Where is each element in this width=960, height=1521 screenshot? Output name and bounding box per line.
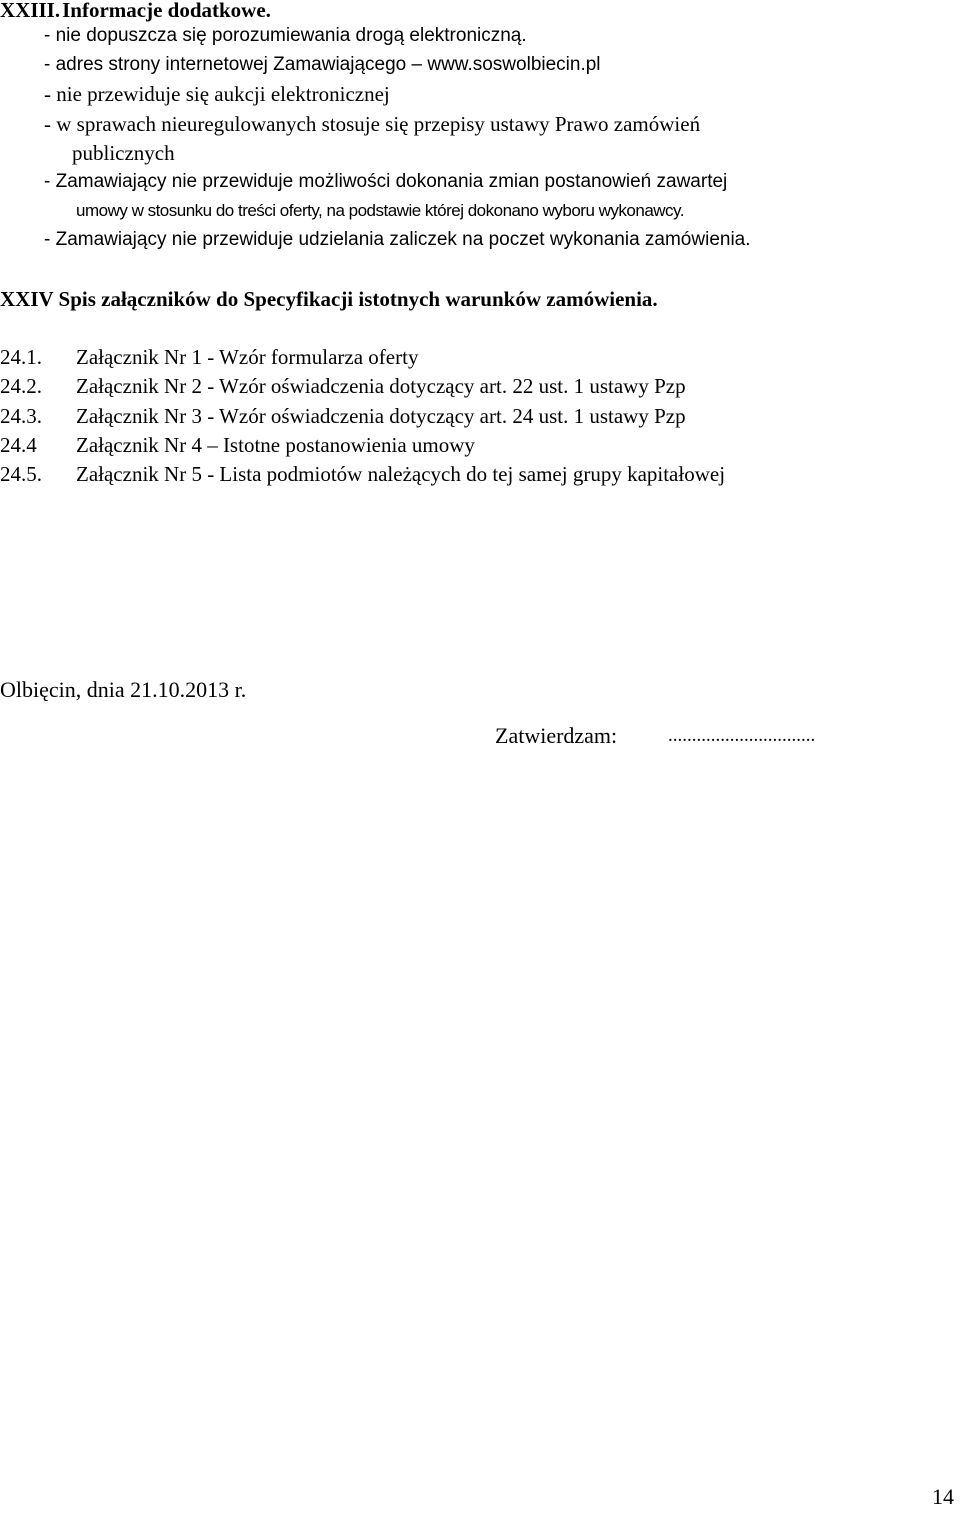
attachment-number: 24.3. — [0, 404, 42, 428]
signature-dots: ............................... — [668, 725, 816, 746]
attachment-item — [0, 343, 940, 371]
info-item-no-auction: - nie przewiduje się aukcji elektronicznej — [44, 82, 390, 106]
attachment-number: 24.1. — [0, 345, 42, 369]
page-number: 14 — [932, 1484, 954, 1509]
place-date: Olbięcin, dnia 21.10.2013 r. — [0, 677, 247, 702]
info-item-electronic-communication: - nie dopuszcza się porozumiewania drogą elektroniczną. — [44, 25, 527, 46]
attachment-number: 24.4 — [0, 433, 37, 457]
approval-label: Zatwierdzam: — [495, 723, 618, 748]
info-item-contract-changes-cont: umowy w stosunku do treści oferty, na podstawie której dokonano wyboru wykonawcy. — [76, 201, 685, 220]
attachment-number: 24.5. — [0, 462, 42, 486]
info-item-no-advances: - Zamawiający nie przewiduje udzielania zaliczek na poczet wykonania zamówienia. — [44, 229, 751, 250]
section-24-heading: XXIV Spis załączników do Specyfikacji istotnych warunków zamówienia. — [0, 287, 658, 311]
section-23-number: XXIII. — [0, 0, 61, 22]
info-item-contract-changes: - Zamawiający nie przewiduje możliwości dokonania zmian postanowień zawartej — [44, 171, 728, 192]
attachment-item — [0, 460, 940, 488]
attachment-text: Załącznik Nr 1 - Wzór formularza oferty — [76, 345, 419, 369]
attachment-text: Załącznik Nr 2 - Wzór oświadczenia dotyczący art. 22 ust. 1 ustawy Pzp — [76, 374, 686, 398]
attachment-number: 24.2. — [0, 374, 42, 398]
attachment-text: Załącznik Nr 3 - Wzór oświadczenia dotyczący art. 24 ust. 1 ustawy Pzp — [76, 404, 686, 428]
info-item-unregulated-matters: - w sprawach nieuregulowanych stosuje się przepisy ustawy Prawo zamówień — [44, 112, 701, 136]
attachment-item — [0, 402, 940, 430]
section-23-title: Informacje dodatkowe. — [62, 0, 271, 22]
info-item-website-address: - adres strony internetowej Zamawiającego – www.soswolbiecin.pl — [44, 54, 601, 75]
attachment-text: Załącznik Nr 4 – Istotne postanowienia umowy — [76, 433, 475, 457]
attachment-item — [0, 372, 940, 400]
section-23-heading — [0, 0, 271, 24]
attachment-item — [0, 431, 940, 459]
info-item-unregulated-matters-cont: publicznych — [72, 141, 175, 165]
attachment-text: Załącznik Nr 5 - Lista podmiotów należących do tej samej grupy kapitałowej — [76, 462, 726, 486]
